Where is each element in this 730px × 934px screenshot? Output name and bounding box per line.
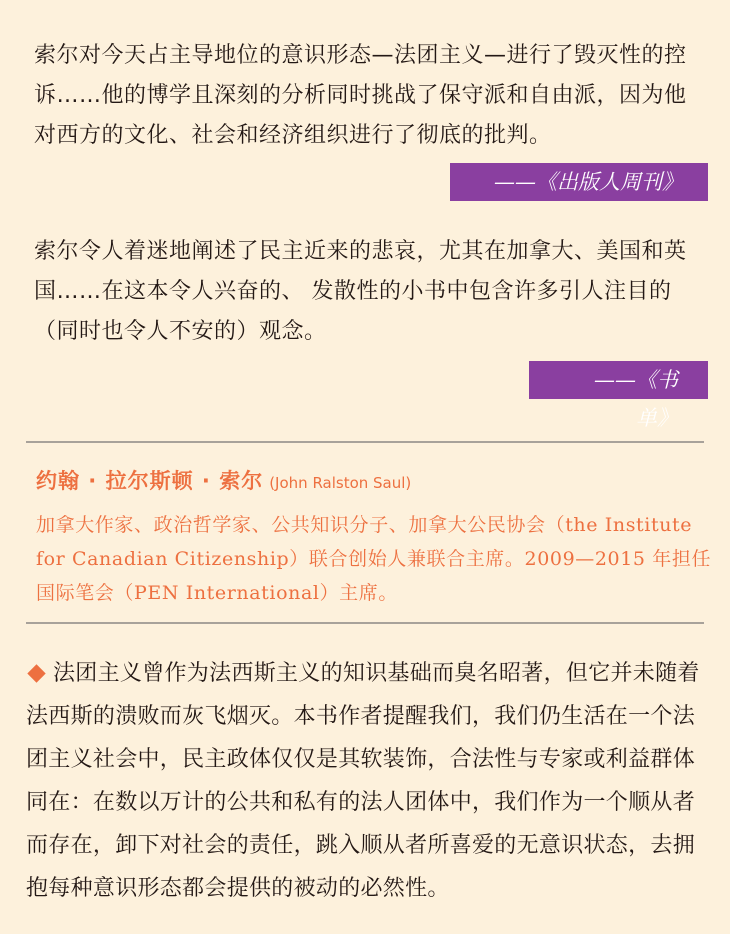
author-heading <box>36 465 411 495</box>
review-quote: 索尔对今天占主导地位的意识形态—法团主义—进行了毁灭性的控诉……他的博学且深刻的分析同时挑战了保守派和自由派，因为他对西方的文化、社会和经济组织进行了彻底的批判。 <box>34 43 687 148</box>
author-bio: 加拿大作家、政治哲学家、公共知识分子、加拿大公民协会（the Institute for Canadian Citizenship）联合创始人兼联合主席。2009—2015 年担任国际笔会（PEN International）主席。 <box>36 514 712 604</box>
divider <box>26 622 704 624</box>
review-quote: 索尔令人着迷地阐述了民主近来的悲哀，尤其在加拿大、美国和英国……在这本令人兴奋的、 发散性的小书中包含许多引人注目的（同时也令人不安的）观念。 <box>34 239 687 344</box>
book-summary <box>26 652 706 910</box>
author-name-english: (John Ralston Saul) <box>269 474 412 492</box>
book-summary-text: 法团主义曾作为法西斯主义的知识基础而臭名昭著，但它并未随着法西斯的溃败而灰飞烟灭。本书作者提醒我们，我们仍生活在一个法团主义社会中，民主政体仅仅是其软装饰，合法性与专家或利益群体同在：在数以万计的公共和私有的法人团体中，我们作为一个顺从者而存在，卸下对社会的责任，跳入顺从者所喜爱的无意识状态，去拥抱每种意识形态都会提供的被动的必然性。 <box>26 661 700 901</box>
review-source-badge: ——《出版人周刊》 <box>450 163 708 201</box>
divider <box>26 441 704 443</box>
diamond-bullet-icon <box>27 664 45 682</box>
author-name-chinese: 约翰 · 拉尔斯顿 · 索尔 <box>36 469 264 493</box>
review-source-badge: ——《书单》 <box>529 361 708 399</box>
